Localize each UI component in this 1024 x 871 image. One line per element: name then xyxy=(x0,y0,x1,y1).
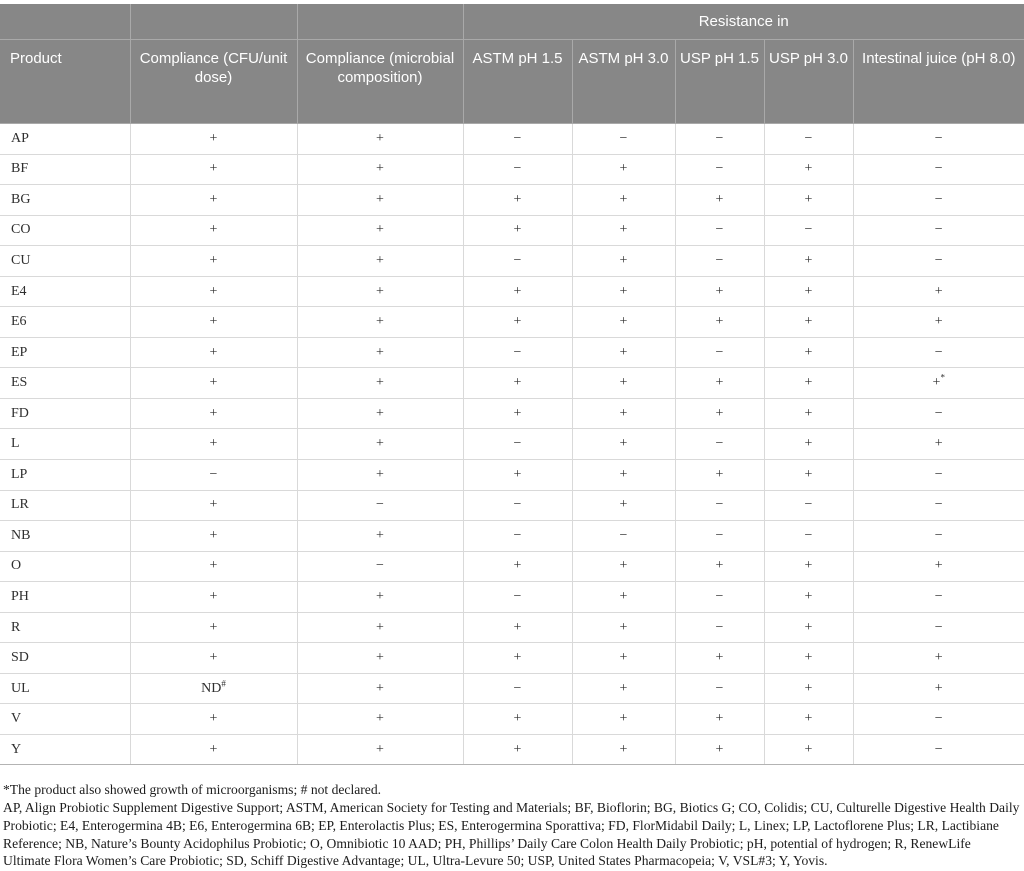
value-cell: + xyxy=(764,734,853,765)
value-cell: + xyxy=(297,185,463,216)
value-cell: − xyxy=(853,612,1024,643)
value-cell: + xyxy=(572,429,675,460)
value-cell: + xyxy=(297,460,463,491)
column-header-astm-ph-1-5: ASTM pH 1.5 xyxy=(463,40,572,124)
value-cell: + xyxy=(297,734,463,765)
value-cell: − xyxy=(675,124,764,155)
footnote-symbols: *The product also showed growth of microorganisms; # not declared. xyxy=(3,782,382,798)
value-cell: − xyxy=(853,490,1024,521)
column-header-usp-ph-1-5: USP pH 1.5 xyxy=(675,40,764,124)
value-cell: − xyxy=(764,215,853,246)
value-cell: + xyxy=(675,276,764,307)
value-cell: + xyxy=(853,429,1024,460)
value-cell: + xyxy=(130,185,297,216)
value-cell: − xyxy=(675,612,764,643)
value-cell: + xyxy=(297,429,463,460)
value-cell: +* xyxy=(853,368,1024,399)
table-row xyxy=(0,673,1024,704)
column-header-usp-ph-3-0: USP pH 3.0 xyxy=(764,40,853,124)
value-cell: + xyxy=(675,307,764,338)
value-cell: − xyxy=(675,215,764,246)
value-cell: + xyxy=(130,582,297,613)
value-cell: + xyxy=(675,368,764,399)
value-cell: + xyxy=(572,246,675,277)
value-cell: + xyxy=(764,185,853,216)
value-cell: + xyxy=(675,398,764,429)
table-row xyxy=(0,307,1024,338)
value-cell: + xyxy=(764,337,853,368)
value-cell: − xyxy=(853,337,1024,368)
value-cell: − xyxy=(463,490,572,521)
product-code-cell: O xyxy=(0,551,130,582)
value-cell: + xyxy=(130,368,297,399)
value-cell: − xyxy=(572,521,675,552)
value-cell: + xyxy=(130,612,297,643)
value-cell: + xyxy=(572,398,675,429)
value-cell: + xyxy=(675,704,764,735)
value-cell: + xyxy=(130,551,297,582)
value-cell: + xyxy=(463,185,572,216)
value-cell: + xyxy=(675,460,764,491)
value-cell: + xyxy=(675,643,764,674)
table-row xyxy=(0,185,1024,216)
value-cell: + xyxy=(572,612,675,643)
value-cell: − xyxy=(853,704,1024,735)
value-cell: + xyxy=(130,246,297,277)
value-cell: + xyxy=(130,337,297,368)
value-cell: − xyxy=(853,124,1024,155)
value-cell: + xyxy=(675,551,764,582)
product-code-cell: V xyxy=(0,704,130,735)
table-row xyxy=(0,124,1024,155)
value-cell: + xyxy=(297,612,463,643)
value-cell: + xyxy=(130,643,297,674)
value-cell: + xyxy=(297,521,463,552)
value-cell: + xyxy=(853,551,1024,582)
value-cell: + xyxy=(297,215,463,246)
value-cell: − xyxy=(463,429,572,460)
value-cell: + xyxy=(130,490,297,521)
value-cell: + xyxy=(297,246,463,277)
value-cell: − xyxy=(675,337,764,368)
probiotic-results-table xyxy=(0,4,1024,765)
value-cell: + xyxy=(853,643,1024,674)
value-cell: + xyxy=(764,307,853,338)
product-code-cell: R xyxy=(0,612,130,643)
value-cell: + xyxy=(764,429,853,460)
superscript-marker: # xyxy=(221,677,226,688)
value-cell: + xyxy=(572,490,675,521)
value-cell: + xyxy=(463,398,572,429)
table-row xyxy=(0,490,1024,521)
value-cell: + xyxy=(130,398,297,429)
value-cell: + xyxy=(764,460,853,491)
value-cell: − xyxy=(463,246,572,277)
value-cell: + xyxy=(764,673,853,704)
value-cell: + xyxy=(572,704,675,735)
value-cell: − xyxy=(463,673,572,704)
product-code-cell: LP xyxy=(0,460,130,491)
value-cell: + xyxy=(130,734,297,765)
value-cell: − xyxy=(463,582,572,613)
value-cell: + xyxy=(764,276,853,307)
value-cell: + xyxy=(130,704,297,735)
value-cell: + xyxy=(764,154,853,185)
table-row xyxy=(0,704,1024,735)
value-cell: − xyxy=(463,337,572,368)
table-header xyxy=(0,4,1024,124)
value-cell: ND# xyxy=(130,673,297,704)
value-cell: + xyxy=(463,215,572,246)
table-row xyxy=(0,215,1024,246)
value-cell: + xyxy=(572,734,675,765)
product-code-cell: Y xyxy=(0,734,130,765)
value-cell: + xyxy=(853,673,1024,704)
column-header-intestinal-juice: Intestinal juice (pH 8.0) xyxy=(853,40,1024,124)
value-cell: + xyxy=(130,521,297,552)
value-cell: − xyxy=(675,521,764,552)
value-cell: + xyxy=(463,612,572,643)
product-code-cell: PH xyxy=(0,582,130,613)
value-cell: + xyxy=(130,215,297,246)
product-code-cell: BF xyxy=(0,154,130,185)
value-cell: + xyxy=(297,704,463,735)
value-cell: − xyxy=(853,734,1024,765)
column-header-product: Product xyxy=(0,40,130,124)
value-cell: + xyxy=(463,643,572,674)
value-cell: − xyxy=(853,521,1024,552)
product-code-cell: SD xyxy=(0,643,130,674)
value-cell: + xyxy=(572,643,675,674)
value-cell: + xyxy=(853,307,1024,338)
value-cell: + xyxy=(675,185,764,216)
value-cell: + xyxy=(572,276,675,307)
product-code-cell: CO xyxy=(0,215,130,246)
group-header-resistance-in: Resistance in xyxy=(463,4,1024,40)
header-spacer xyxy=(0,4,130,40)
table-row xyxy=(0,460,1024,491)
product-code-cell: E4 xyxy=(0,276,130,307)
value-cell: − xyxy=(463,154,572,185)
table-row xyxy=(0,368,1024,399)
value-cell: − xyxy=(764,490,853,521)
value-cell: + xyxy=(463,551,572,582)
value-cell: + xyxy=(297,673,463,704)
header-spacer xyxy=(297,4,463,40)
value-cell: − xyxy=(853,215,1024,246)
value-cell: − xyxy=(853,460,1024,491)
product-code-cell: EP xyxy=(0,337,130,368)
value-cell: + xyxy=(764,246,853,277)
value-cell: + xyxy=(130,276,297,307)
value-cell: + xyxy=(297,337,463,368)
value-cell: − xyxy=(853,154,1024,185)
value-cell: + xyxy=(853,276,1024,307)
value-cell: + xyxy=(297,154,463,185)
table-row xyxy=(0,734,1024,765)
product-code-cell: FD xyxy=(0,398,130,429)
group-header-row xyxy=(0,4,1024,40)
footnote-abbreviations: AP, Align Probiotic Supplement Digestive Support; ASTM, American Society for Testing and Materials; BF, Bioflorin; BG, Biotics G; CO, Colidis; CU, Culturelle Digestive Health Daily Probiotic; E4, Enterogermina 4B; E6, Enterogermina 6B; EP, Enterolactis Plus; ES, Enterogermina Sporattiva; FD, FlorMidabil Daily; L, Linex; LP, Lactoflorene Plus; LR, Lactibiane Reference; NB, Nature’s Bounty Acidophilus Probiotic; O, Omnibiotic 10 AAD; PH, Phillips’ Daily Care Colon Health Daily Probiotic; pH, potential of hydrogen; R, RenewLife Ultimate Flora Women’s Care Probiotic; SD, Schiff Digestive Advantage; UL, Ultra-Levure 50; USP, United States Pharmacopeia; V, VSL#3; Y, Yovis. xyxy=(3,800,1020,869)
value-cell: − xyxy=(675,154,764,185)
value-cell: − xyxy=(297,490,463,521)
value-cell: + xyxy=(463,704,572,735)
value-cell: − xyxy=(853,185,1024,216)
value-cell: + xyxy=(463,276,572,307)
value-cell: + xyxy=(764,398,853,429)
column-header-row xyxy=(0,40,1024,124)
value-cell: + xyxy=(572,551,675,582)
table-row xyxy=(0,337,1024,368)
value-cell: + xyxy=(130,124,297,155)
product-code-cell: CU xyxy=(0,246,130,277)
value-cell: − xyxy=(675,429,764,460)
table-row xyxy=(0,154,1024,185)
product-code-cell: AP xyxy=(0,124,130,155)
value-cell: + xyxy=(764,551,853,582)
table-row xyxy=(0,398,1024,429)
value-cell: + xyxy=(572,185,675,216)
value-cell: − xyxy=(463,124,572,155)
table-row xyxy=(0,612,1024,643)
value-cell: − xyxy=(130,460,297,491)
value-cell: + xyxy=(572,307,675,338)
value-cell: + xyxy=(675,734,764,765)
value-cell: − xyxy=(853,246,1024,277)
value-cell: + xyxy=(572,460,675,491)
value-cell: + xyxy=(297,398,463,429)
value-cell: + xyxy=(130,429,297,460)
value-cell: + xyxy=(463,368,572,399)
table-row xyxy=(0,276,1024,307)
value-cell: + xyxy=(572,154,675,185)
value-cell: + xyxy=(572,673,675,704)
column-header-compliance-microbial: Compliance (microbial composition) xyxy=(297,40,463,124)
value-cell: + xyxy=(297,368,463,399)
value-cell: − xyxy=(675,246,764,277)
value-cell: + xyxy=(463,460,572,491)
value-cell: + xyxy=(764,612,853,643)
value-cell: + xyxy=(572,215,675,246)
table-row xyxy=(0,551,1024,582)
value-cell: + xyxy=(572,368,675,399)
value-cell: + xyxy=(297,124,463,155)
value-cell: − xyxy=(297,551,463,582)
value-cell: + xyxy=(130,154,297,185)
product-code-cell: LR xyxy=(0,490,130,521)
value-cell: + xyxy=(764,582,853,613)
table-row xyxy=(0,246,1024,277)
value-cell: − xyxy=(675,582,764,613)
value-cell: + xyxy=(572,582,675,613)
value-cell: − xyxy=(853,582,1024,613)
value-cell: − xyxy=(764,124,853,155)
value-cell: − xyxy=(853,398,1024,429)
value-cell: − xyxy=(675,673,764,704)
value-cell: + xyxy=(572,337,675,368)
column-header-astm-ph-3-0: ASTM pH 3.0 xyxy=(572,40,675,124)
product-code-cell: L xyxy=(0,429,130,460)
product-code-cell: ES xyxy=(0,368,130,399)
value-cell: − xyxy=(463,521,572,552)
value-cell: + xyxy=(463,734,572,765)
product-code-cell: E6 xyxy=(0,307,130,338)
table-body xyxy=(0,124,1024,765)
value-cell: + xyxy=(297,307,463,338)
product-code-cell: NB xyxy=(0,521,130,552)
value-cell: − xyxy=(572,124,675,155)
header-spacer xyxy=(130,4,297,40)
value-cell: + xyxy=(297,582,463,613)
product-code-cell: BG xyxy=(0,185,130,216)
value-cell: + xyxy=(130,307,297,338)
value-cell: + xyxy=(764,368,853,399)
product-code-cell: UL xyxy=(0,673,130,704)
value-cell: + xyxy=(764,704,853,735)
value-cell: + xyxy=(463,307,572,338)
value-cell: + xyxy=(297,643,463,674)
table-row xyxy=(0,582,1024,613)
column-header-compliance-cfu: Compliance (CFU/unit dose) xyxy=(130,40,297,124)
table-row xyxy=(0,521,1024,552)
table-row xyxy=(0,429,1024,460)
value-cell: − xyxy=(675,490,764,521)
value-cell: + xyxy=(764,643,853,674)
value-cell: + xyxy=(297,276,463,307)
value-cell: − xyxy=(764,521,853,552)
superscript-marker: * xyxy=(940,372,945,383)
table-row xyxy=(0,643,1024,674)
footnotes xyxy=(3,781,1020,870)
